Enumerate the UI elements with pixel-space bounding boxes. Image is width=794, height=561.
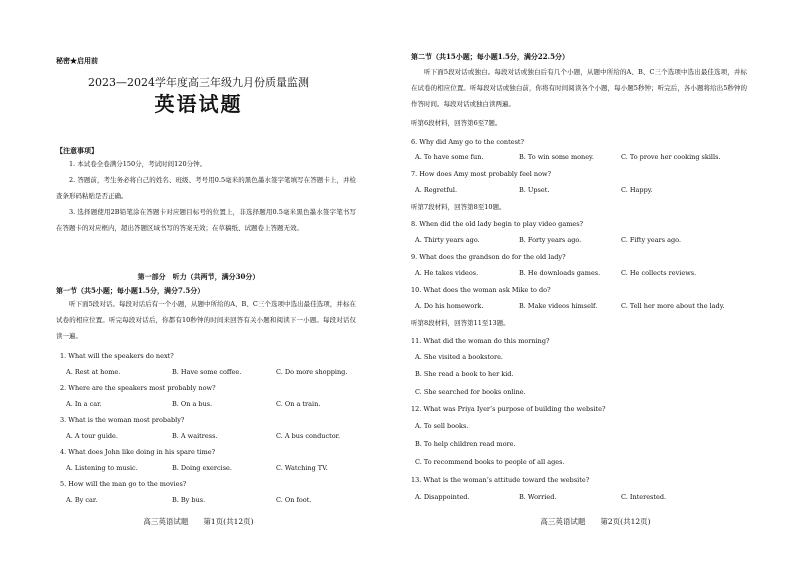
section2-title: 第二节（共15小题；每小题1.5分，满分22.5分） — [411, 52, 569, 61]
page-1-footer: 高三英语试题 第1页(共12页) — [143, 517, 254, 526]
q8-option-a: A. Thirty years ago. — [415, 236, 480, 244]
question-2: 2. Where are the speakers most probably now? — [60, 384, 216, 392]
q6-option-b: B. To win some money. — [519, 153, 594, 161]
q1-option-b: B. Have some coffee. — [172, 368, 242, 376]
part1-title: 第一部分 听力（共两节，满分30分） — [137, 272, 260, 281]
question-10: 10. What does the woman ask Mike to do? — [411, 286, 551, 294]
q7-option-c: C. Happy. — [621, 186, 653, 194]
question-6: 6. Why did Amy go to the contest? — [411, 138, 525, 146]
question-8: 8. When did the old lady begin to play video games? — [411, 220, 584, 228]
q1-option-a: A. Rest at home. — [66, 368, 121, 376]
q4-option-a: A. Listening to music. — [66, 464, 138, 472]
secret-label: 秘密★启用前 — [56, 56, 98, 65]
page-2-footer: 高三英语试题 第2页(共12页) — [540, 517, 651, 526]
section1-instructions: 听下面5段对话。每段对话后有一个小题，从题中所给的A、B、C三个选项中选出最佳选项，并标在试卷的相应位置。听完每段对话后，你都有10秒钟的时间来回答有关小题和阅读下一小题。每段对话仅读一遍。 — [56, 300, 356, 340]
q12-option-c: C. To recommend books to people of all ages. — [415, 458, 565, 466]
q6-7-intro: 听第6段材料，回答第6至7题。 — [411, 119, 502, 127]
q2-option-c: C. On a train. — [276, 400, 321, 408]
q5-option-c: C. On foot. — [276, 496, 312, 504]
q4-option-c: C. Watching TV. — [276, 464, 328, 472]
note-item-3: 3. 选择题使用2B铅笔涂在答题卡对应题目标号的位置上，非选择题用0.5毫米黑色墨水签字笔书写在答题卡的对应框内，超出答题区域书写的答案无效；在草稿纸、试题卷上答题无效。 — [56, 208, 356, 232]
q13-option-c: C. Interested. — [621, 493, 667, 501]
q11-13-intro: 听第8段材料，回答第11至13题。 — [411, 319, 510, 327]
subject-title: 英语试题 — [154, 92, 243, 116]
q11-option-c: C. She searched for books online. — [415, 388, 526, 396]
q5-option-b: B. By bus. — [172, 496, 206, 504]
question-5: 5. How will the man go to the movies? — [60, 480, 187, 488]
note-item-2: 2. 答题前，考生务必将自己的姓名、班级、考号用0.5毫米的黑色墨水签字笔填写在答题卡上，并检查条形码粘贴是否正确。 — [56, 176, 356, 200]
q10-option-b: B. Make videos himself. — [519, 302, 598, 310]
question-12: 12. What was Priya Iyer’s purpose of building the website? — [411, 405, 606, 413]
q8-option-b: B. Forty years ago. — [519, 236, 582, 244]
section2-instructions: 听下面5段对话或独白。每段对话或独白后有几个小题，从题中所给的A、B、C三个选项中选出最佳选项，并标在试卷的相应位置。听每段对话或独白前，你将有时间阅读各个小题，每小题5秒钟；听完后，各小题将给出5秒钟的作答时间。每段对话或独白读两遍。 — [411, 68, 747, 108]
q3-option-b: B. A waitress. — [172, 432, 218, 440]
q7-option-b: B. Upset. — [519, 186, 550, 194]
question-11: 11. What did the woman do this morning? — [411, 337, 550, 345]
question-9: 9. What does the grandson do for the old lady? — [411, 253, 566, 261]
question-1: 1. What will the speakers do next? — [60, 352, 174, 360]
q9-option-a: A. He takes videos. — [415, 269, 479, 277]
q7-option-a: A. Regretful. — [415, 186, 458, 194]
q9-option-b: B. He downloads games. — [519, 269, 601, 277]
note-item-1: 1. 本试卷全卷满分150分，考试时间120分钟。 — [69, 160, 207, 168]
q5-option-a: A. By car. — [66, 496, 98, 504]
q13-option-b: B. Worried. — [519, 493, 557, 501]
q10-option-c: C. Tell her more about the lady. — [621, 302, 725, 310]
q3-option-a: A. A tour guide. — [66, 432, 118, 440]
question-3: 3. What is the woman most probably? — [60, 416, 185, 424]
exam-title: 2023—2024学年度高三年级九月份质量监测 — [88, 76, 309, 89]
q6-option-a: A. To have some fun. — [415, 153, 484, 161]
question-7: 7. How does Amy most probably feel now? — [411, 170, 552, 178]
section1-title: 第一节（共5小题；每小题1.5分，满分7.5分） — [56, 286, 205, 295]
q2-option-b: B. On a bus. — [172, 400, 213, 408]
q4-option-b: B. Doing exercise. — [172, 464, 232, 472]
q3-option-c: C. A bus conductor. — [276, 432, 341, 440]
q8-10-intro: 听第7段材料，回答第8至10题。 — [411, 203, 506, 211]
page-2 — [397, 0, 794, 561]
q1-option-c: C. Do more shopping. — [276, 368, 348, 376]
notes-title: 【注意事项】 — [56, 146, 98, 155]
q8-option-c: C. Fifty years ago. — [621, 236, 682, 244]
q11-option-a: A. She visited a bookstore. — [415, 353, 503, 361]
q9-option-c: C. He collects reviews. — [621, 269, 697, 277]
question-4: 4. What does John like doing in his spare time? — [60, 448, 216, 456]
question-13: 13. What is the woman’s attitude toward the website? — [411, 476, 590, 484]
q12-option-a: A. To sell books. — [415, 422, 469, 430]
q13-option-a: A. Disappointed. — [415, 493, 470, 501]
q11-option-b: B. She read a book to her kid. — [415, 370, 514, 378]
q10-option-a: A. Do his homework. — [415, 302, 484, 310]
q6-option-c: C. To prove her cooking skills. — [621, 153, 721, 161]
q2-option-a: A. In a car. — [66, 400, 102, 408]
q12-option-b: B. To help children read more. — [415, 440, 516, 448]
